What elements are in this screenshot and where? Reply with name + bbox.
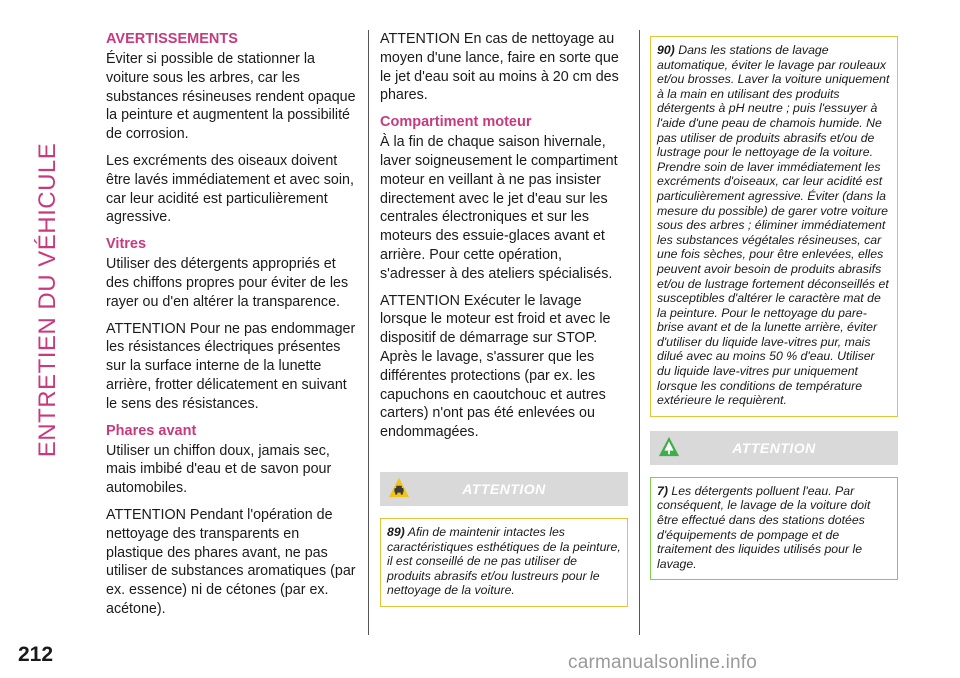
note-text: Afin de maintenir intactes les caractéristiques esthétiques de la peinture, il est conseillé de ne pas utiliser de produits abrasifs et/ou lustreurs pour le nettoyage de la voiture.: [387, 524, 621, 598]
phares-paragraph-2: ATTENTION Pendant l'opération de nettoyage des transparents en plastique des phares avant, ne pas utiliser de substances aromatiques (par ex. essence) ni de cétones (par ex. acétone).: [106, 506, 356, 617]
note-text: Dans les stations de lavage automatique, éviter le lavage par rouleaux et/ou brosses. Laver la voiture uniquement à la main en utilisant des produits détergents à pH neutre ; puis l'essuyer à l'aide d'une peau de chamois humide. Ne pas utiliser de produits abrasifs et/ou de lustrage pour le nettoyage de la voiture. Prendre soin de laver immédiatement les excréments d'oiseaux, car leur acidité est particulièrement agressive. Éviter (dans la mesure du possible) de garer votre voiture sous des arbres ; éliminer immédiatement les substances végétales résineuses, car une fois sèches, pour être enlevées, elles peuvent avoir besoin de produits abrasifs et/ou de lustrage fortement déconseillés et susceptibles d'altérer le caractère mat de la peinture. Pour le nettoyage du pare-brise avant et de la lunette arrière, éviter d'utiliser du liquide lave-vitres pur, mais dilué avec au moins 50 % d'eau. Utiliser du liquide lave-vitres pur uniquement lorsque les conditions de température extérieure le requièrent.: [657, 43, 890, 408]
note-text: Les détergents polluent l'eau. Par conséquent, le lavage de la voiture doit être effectué dans des stations dotées d'équipements de pompage et de traitement des liquides utilisés pour le lavage.: [657, 483, 871, 571]
column-1: [106, 30, 358, 627]
vitres-heading: Vitres: [106, 236, 147, 253]
moteur-paragraph-2: ATTENTION Exécuter le lavage lorsque le moteur est froid et avec le dispositif de démarrage sur STOP. Après le lavage, s'assurer que les différentes protections (par ex. les capuchons en caoutchouc et autres carters) n'ont pas été enlevées ou endommagées.: [380, 292, 611, 441]
vitres-paragraph-1: Utiliser des détergents appropriés et des chiffons propres pour éviter de les rayer ou d'en altérer la transparence.: [106, 256, 349, 310]
note-number: 89): [387, 524, 405, 539]
phares-heading: Phares avant: [106, 422, 197, 439]
warning-note-89: [380, 518, 628, 607]
lance-paragraph: ATTENTION En cas de nettoyage au moyen d'une lance, faire en sorte que le jet d'eau soit au moins à 20 cm des phares.: [380, 31, 619, 104]
avertissements-paragraph-2: Les excréments des oiseaux doivent être lavés immédiatement et avec soin, car leur acidité est particulièrement agressive.: [106, 152, 354, 226]
note-number: 7): [657, 483, 668, 498]
phares-paragraph-1: Utiliser un chiffon doux, jamais sec, mais imbibé d'eau et de savon pour automobiles.: [106, 442, 332, 497]
vitres-paragraph-2: ATTENTION Pour ne pas endommager les résistances électriques présentes sur la surface interne de la lunette arrière, frotter délicatement en suivant le sens des résistances.: [106, 320, 356, 412]
avertissements-heading: AVERTISSEMENTS: [106, 31, 238, 47]
compartiment-moteur-heading: Compartiment moteur: [380, 114, 532, 131]
attention-banner-label: ATTENTION: [462, 480, 546, 497]
site-watermark: carmanualsonline.info: [568, 652, 758, 673]
page-number: 212: [18, 643, 54, 666]
attention-banner-label: ATTENTION: [732, 439, 816, 456]
column-2: [380, 30, 628, 607]
column-divider-2: [639, 30, 640, 635]
section-side-title-text: ENTRETIEN DU VÉHICULE: [34, 142, 61, 458]
attention-banner-warning: [380, 472, 628, 506]
note-number: 90): [657, 43, 675, 57]
avertissements-paragraph-1: Éviter si possible de stationner la voiture sous les arbres, car les substances résineuses rendent opaque la peinture et augmentent la possibilité de corrosion.: [106, 51, 356, 143]
moteur-paragraph-1: À la fin de chaque saison hivernale, laver soigneusement le compartiment moteur en veillant à ne pas insister directement avec le jet d'eau sur les centrales électroniques et sur les moteurs des essuie-glaces avant et arrière. Pour cette opération, s'adresser à des ateliers spécialisés.: [380, 134, 618, 282]
tree-environment-icon: [658, 436, 680, 458]
warning-note-90: [650, 36, 898, 417]
column-divider-1: [368, 30, 369, 635]
environment-note-7: [650, 477, 898, 581]
column-3: [650, 30, 898, 580]
attention-banner-environment: [650, 431, 898, 465]
car-warning-icon: [388, 477, 410, 499]
